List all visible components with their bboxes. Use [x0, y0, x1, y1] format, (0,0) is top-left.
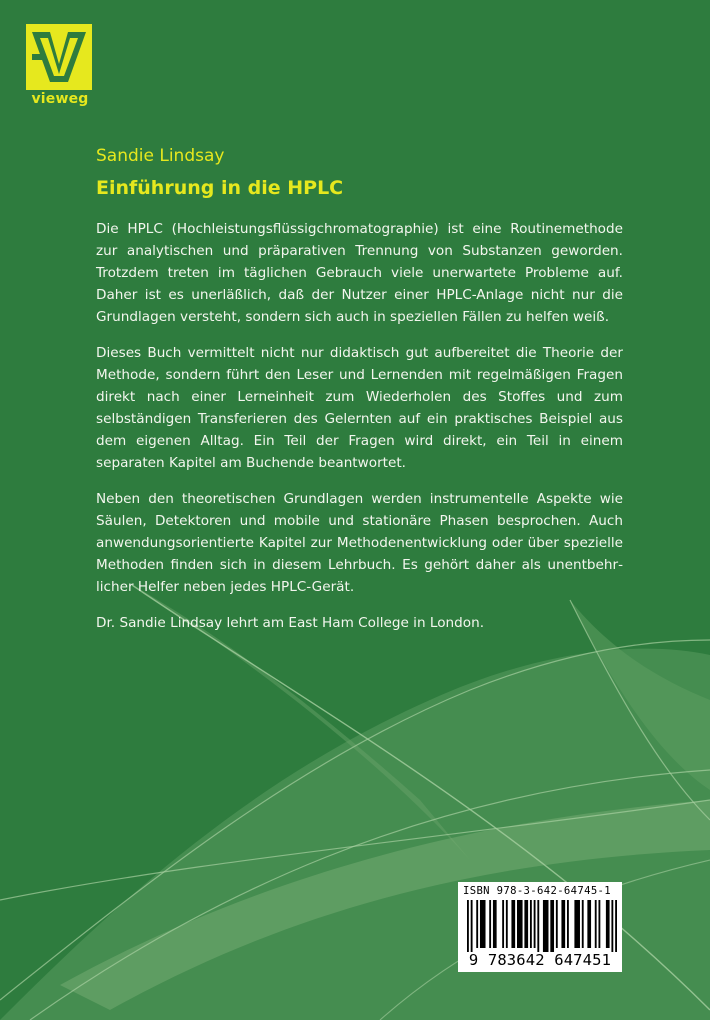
description-text	[96, 218, 623, 634]
barcode-bars	[467, 900, 617, 952]
barcode-bar	[587, 900, 591, 948]
publisher-name: vieweg	[31, 91, 89, 107]
barcode-bar	[615, 900, 617, 952]
barcode-bar	[502, 900, 504, 948]
barcode-bar	[598, 900, 600, 948]
book-title: Einführung in die HPLC	[96, 177, 344, 199]
barcode-bar	[543, 900, 549, 952]
barcode-bar	[489, 900, 491, 948]
barcode-bar	[537, 900, 539, 952]
barcode-bar	[517, 900, 523, 948]
barcode-bar	[606, 900, 610, 948]
description-paragraph: Dieses Buch vermittelt nicht nur didaktisch gut aufbereitet die Theorie der Methode, sondern führt den Leser und Lernenden mit regelmäßigen Fragen direkt nach einer Lerneinheit zum Wiederholen des Stoffes und zum selbständigen Transferieren des Gelernten auf ein praktisches Beispiel aus dem eigenen Alltag. Ein Teil der Fragen wird direkt, ein Teil in einem separaten Kapitel am Buchende beantwortet.	[96, 345, 623, 471]
barcode-bar	[550, 900, 554, 952]
barcode-bar	[506, 900, 508, 948]
book-author: Sandie Lindsay	[96, 146, 225, 166]
vieweg-logo-icon	[26, 24, 92, 90]
barcode-bar	[524, 900, 528, 948]
barcode-bar	[561, 900, 565, 948]
barcode-bar	[556, 900, 558, 948]
barcode-bar	[534, 900, 536, 948]
barcode-bar	[595, 900, 597, 948]
barcode-bar	[530, 900, 532, 948]
barcode-bar	[611, 900, 613, 952]
barcode-bar	[582, 900, 584, 948]
barcode-bar	[574, 900, 580, 948]
publisher-logo	[26, 24, 94, 107]
isbn-label: ISBN 978-3-642-64745-1	[463, 885, 612, 897]
barcode-bar	[480, 900, 486, 948]
description-paragraph: Neben den theoretischen Grundlagen werden instrumentelle Aspekte wie Säulen, Detektoren und mobile und stationäre Phasen besprochen. Auch anwendungsorientierte Kapitel zur Methodenentwicklung oder über spezielle Methoden finden sich in diesem Lehrbuch. Es gehört daher als unentbehrlicher Helfer neben jedes HPLC-Gerät.	[96, 491, 623, 595]
barcode-bar	[467, 900, 469, 952]
barcode-bar	[471, 900, 473, 952]
isbn-barcode	[458, 882, 622, 972]
author-bio: Dr. Sandie Lindsay lehrt am East Ham College in London.	[96, 615, 485, 631]
barcode-bar	[567, 900, 569, 948]
barcode-bar	[476, 900, 478, 948]
description-paragraph: Die HPLC (Hochleistungsflüssigchromatographie) ist eine Routinemethode zur analytischen und präparativen Trennung von Substanzen geworden. Trotzdem treten im täglichen Gebrauch viele unerwartete Probleme auf. Daher ist es unerläßlich, daß der Nutzer einer HPLC-Anlage nicht nur die Grundlagen versteht, sondern sich auch in speziellen Fällen zu helfen weiß.	[96, 221, 623, 325]
ean-digits: 9 783642 647451	[468, 951, 612, 969]
barcode-bar	[511, 900, 515, 948]
barcode-bar	[493, 900, 497, 948]
